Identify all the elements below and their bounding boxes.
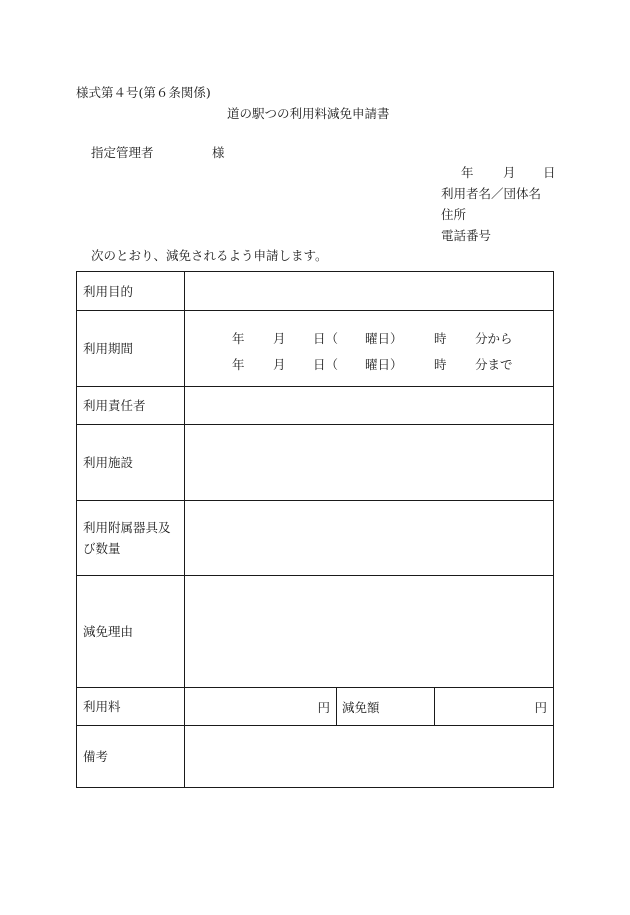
date-day-label: 日 bbox=[543, 165, 556, 180]
period-end-minute: 分まで bbox=[475, 357, 513, 372]
reason-row bbox=[77, 575, 553, 687]
page-title: 道の駅つの利用料減免申請書 bbox=[227, 106, 390, 121]
period-end-weekday: 曜日） bbox=[365, 357, 403, 372]
applicant-name-label: 利用者名／団体名 bbox=[441, 186, 542, 201]
facility-row bbox=[77, 424, 553, 500]
reason-field[interactable] bbox=[185, 576, 553, 687]
period-row bbox=[77, 310, 553, 386]
remarks-label: 備考 bbox=[77, 726, 185, 787]
application-table bbox=[76, 271, 554, 788]
purpose-label: 利用目的 bbox=[77, 272, 185, 310]
period-label: 利用期間 bbox=[77, 311, 185, 386]
date-year-label: 年 bbox=[461, 165, 474, 180]
period-start-minute: 分から bbox=[475, 331, 513, 346]
purpose-row bbox=[77, 272, 553, 310]
reason-label: 減免理由 bbox=[77, 576, 185, 687]
equipment-row bbox=[77, 500, 553, 575]
honorific: 様 bbox=[212, 145, 225, 160]
form-number: 様式第４号(第６条関係) bbox=[76, 85, 211, 100]
exemption-unit: 円 bbox=[534, 700, 547, 715]
period-field[interactable] bbox=[185, 311, 553, 386]
period-start-day: 日（ bbox=[313, 331, 339, 346]
remarks-field[interactable] bbox=[185, 726, 553, 787]
responsible-row bbox=[77, 386, 553, 424]
exemption-field[interactable] bbox=[435, 688, 553, 725]
remarks-row bbox=[77, 725, 553, 787]
responsible-field[interactable] bbox=[185, 387, 553, 424]
facility-field[interactable] bbox=[185, 425, 553, 500]
equipment-label: 利用附属器具及 び数量 bbox=[77, 501, 185, 575]
period-end-line bbox=[185, 355, 553, 373]
intro-text: 次のとおり、減免されるよう申請します。 bbox=[91, 248, 328, 263]
fee-label: 利用料 bbox=[77, 688, 185, 725]
period-end-hour: 時 bbox=[434, 357, 447, 372]
period-start-year: 年 bbox=[232, 331, 245, 346]
addressee: 指定管理者 bbox=[91, 145, 154, 160]
period-start-hour: 時 bbox=[434, 331, 447, 346]
period-end-day: 日（ bbox=[313, 357, 339, 372]
facility-label: 利用施設 bbox=[77, 425, 185, 500]
fee-field[interactable] bbox=[185, 688, 337, 725]
applicant-phone-label: 電話番号 bbox=[441, 228, 492, 243]
fee-row bbox=[77, 687, 553, 725]
period-start-month: 月 bbox=[273, 331, 286, 346]
applicant-address-label: 住所 bbox=[441, 207, 467, 222]
responsible-label: 利用責任者 bbox=[77, 387, 185, 424]
fee-unit: 円 bbox=[317, 700, 330, 715]
purpose-field[interactable] bbox=[185, 272, 553, 310]
period-end-month: 月 bbox=[273, 357, 286, 372]
period-end-year: 年 bbox=[232, 357, 245, 372]
period-start-weekday: 曜日） bbox=[365, 331, 403, 346]
exemption-label: 減免額 bbox=[337, 688, 435, 725]
period-start-line bbox=[185, 329, 553, 347]
date-month-label: 月 bbox=[503, 165, 516, 180]
equipment-field[interactable] bbox=[185, 501, 553, 575]
